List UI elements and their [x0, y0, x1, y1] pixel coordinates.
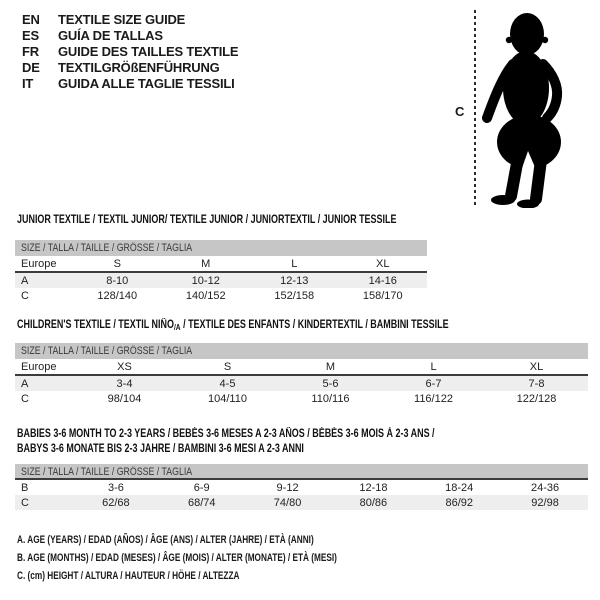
table-row: [15, 391, 588, 406]
cell: S: [223, 360, 232, 373]
lang-row-fr: [22, 43, 238, 59]
cell: 7-8: [528, 377, 545, 390]
lang-code: DE: [22, 59, 40, 75]
row-label: C: [21, 496, 29, 509]
cell: 104/110: [208, 392, 247, 405]
table-grid: [15, 240, 427, 303]
row-label: C: [21, 392, 29, 405]
lang-code: ES: [22, 27, 39, 43]
size-header-text: SIZE / TALLA / TAILLE / GRÖSSE / TAGLIA: [21, 345, 193, 357]
title-prefix: CHILDREN'S TEXTILE / TEXTIL NIÑO: [17, 319, 174, 331]
cell: 14-16: [368, 274, 397, 287]
cell: 128/140: [97, 289, 138, 302]
cell: XL: [376, 257, 390, 270]
table-title-text: BABIES 3-6 MONTH TO 2-3 YEARS / BEBÉS 3-6 MESES A 2-3 AÑOS / BÉBÉS 3-6 MOIS À 2-3 ANS /: [17, 428, 435, 440]
table-row: [15, 495, 588, 510]
row-label: Europe: [21, 257, 57, 270]
size-header-bar: [15, 464, 588, 480]
table-title: [17, 427, 552, 442]
cell: L: [291, 257, 298, 270]
cell: 3-4: [116, 377, 133, 390]
cell: 6-7: [425, 377, 442, 390]
cell: 10-12: [191, 274, 220, 287]
language-list: [22, 11, 238, 91]
lang-row-de: [22, 59, 238, 75]
legend-text: A. AGE (YEARS) / EDAD (AÑOS) / ÂGE (ANS) / ALTER (JAHRE) / ETÀ (ANNI): [17, 534, 314, 546]
cell: 12-18: [359, 481, 388, 494]
lang-row-es: [22, 27, 238, 43]
legend-line-a: [17, 531, 444, 549]
table-title: [17, 318, 570, 335]
lang-label: GUÍA DE TALLAS: [58, 27, 163, 43]
table-row: [15, 288, 427, 303]
cell: 92/98: [531, 496, 559, 509]
table-row: [15, 359, 588, 376]
lang-code: EN: [22, 11, 40, 27]
lang-row-en: [22, 11, 238, 27]
cell: 62/68: [102, 496, 130, 509]
cell: 158/170: [362, 289, 403, 302]
cell: L: [430, 360, 437, 373]
lang-label: GUIDE DES TAILLES TEXTILE: [58, 43, 239, 59]
table-row: [15, 376, 588, 391]
cell: 18-24: [445, 481, 474, 494]
cell: XS: [117, 360, 132, 373]
table-title-line2: [17, 442, 385, 457]
legend-text: B. AGE (MONTHS) / EDAD (MESES) / ÂGE (MOIS) / ALTER (MONATE) / ETÀ (MESI): [17, 552, 337, 564]
legend-line-b: [17, 549, 444, 567]
title-subscript: /A: [173, 322, 181, 332]
size-header-text: SIZE / TALLA / TAILLE / GRÖSSE / TAGLIA: [21, 242, 193, 254]
cell: 12-13: [280, 274, 309, 287]
cell: M: [325, 360, 336, 373]
cell: M: [201, 257, 211, 270]
row-label: A: [21, 377, 29, 390]
size-header-text: SIZE / TALLA / TAILLE / GRÖSSE / TAGLIA: [21, 466, 193, 478]
lang-row-it: [22, 75, 238, 91]
lang-label: TEXTILGRÖßENFÜHRUNG: [58, 59, 220, 75]
row-label: B: [21, 481, 29, 494]
lang-label: TEXTILE SIZE GUIDE: [58, 11, 186, 27]
cell: 80/86: [359, 496, 388, 509]
legend-text: C. (cm) HEIGHT / ALTURA / HAUTEUR / HÖHE / ALTEZZA: [17, 570, 240, 582]
cell: 4-5: [219, 377, 236, 390]
cell: 6-9: [193, 481, 210, 494]
cell: 5-6: [322, 377, 339, 390]
cell: 152/158: [274, 289, 315, 302]
title-suffix: / TEXTILE DES ENFANTS / KINDERTEXTIL / BAMBINI TESSILE: [180, 319, 449, 331]
cell: 9-12: [276, 481, 299, 494]
row-label: C: [21, 289, 29, 302]
table-title-text: BABYS 3-6 MONATE BIS 2-3 JAHRE / BAMBINI 3-6 MESI A 2-3 ANNI: [17, 443, 304, 455]
legend-line-c: [17, 567, 444, 585]
lang-code: IT: [22, 75, 34, 91]
size-header-bar: [15, 343, 588, 359]
cell: 8-10: [106, 274, 129, 287]
table-row: [15, 273, 427, 288]
height-measure-dashed-line: [474, 10, 476, 208]
row-label: Europe: [21, 360, 57, 373]
table-title-text: [17, 318, 449, 335]
height-label-c: C: [455, 104, 465, 119]
lang-code: FR: [22, 43, 39, 59]
cell: 24-36: [530, 481, 560, 494]
cell: XL: [529, 360, 544, 373]
cell: 86/92: [445, 496, 473, 509]
table-row: [15, 256, 427, 273]
cell: 140/152: [185, 289, 226, 302]
cell: 98/104: [107, 392, 142, 405]
cell: 68/74: [187, 496, 216, 509]
cell: 3-6: [107, 481, 124, 494]
row-label: A: [21, 274, 29, 287]
table-grid: [15, 464, 588, 510]
table-title: [17, 213, 503, 228]
cell: 74/80: [273, 496, 302, 509]
cell: S: [113, 257, 121, 270]
table-row: [15, 480, 588, 495]
cell: 122/128: [516, 392, 557, 405]
table-title-text: JUNIOR TEXTILE / TEXTIL JUNIOR/ TEXTILE JUNIOR / JUNIORTEXTIL / JUNIOR TESSILE: [17, 214, 397, 226]
size-header-bar: [15, 240, 427, 256]
lang-label: GUIDA ALLE TAGLIE TESSILI: [58, 75, 235, 91]
measure-legend: [17, 531, 444, 585]
baby-silhouette: [482, 8, 577, 208]
cell: 110/116: [311, 392, 350, 405]
cell: 116/122: [414, 392, 453, 405]
table-grid: [15, 343, 588, 406]
